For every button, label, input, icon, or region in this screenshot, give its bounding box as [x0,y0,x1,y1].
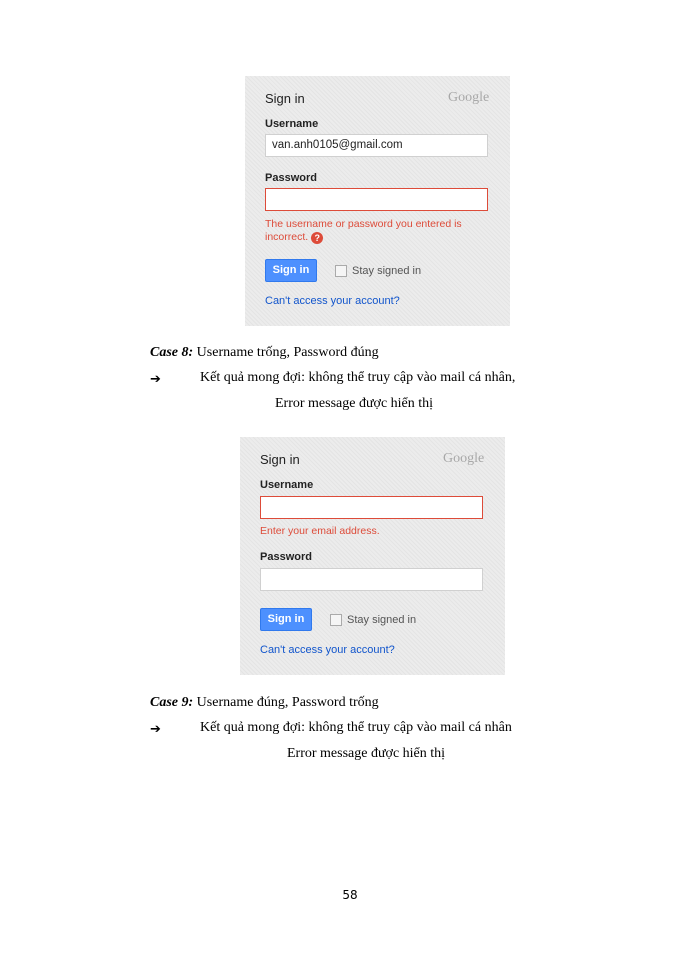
stay-signed-in-label: Stay signed in [352,265,422,277]
username-input[interactable]: van.anh0105@gmail.com [265,134,488,157]
username-label: Username [260,479,314,491]
signin-screenshot-wrong-password [245,76,510,326]
case-8-description: Username trống, Password đúng [193,345,379,360]
signin-button[interactable]: Sign in [260,608,312,631]
cant-access-account-link[interactable]: Can't access your account? [260,644,395,656]
stay-signed-in-checkbox[interactable] [330,614,342,626]
login-error-message [265,218,495,244]
username-error-message: Enter your email address. [260,525,380,537]
stay-signed-in-checkbox[interactable] [335,265,347,277]
password-input[interactable] [265,188,488,211]
password-label: Password [260,551,312,563]
signin-title: Sign in [260,452,300,467]
case-9-label: Case 9: [150,695,194,710]
case-8-expected-result: Kết quả mong đợi: không thể truy cập vào mail cá nhân, [200,370,516,385]
signin-button[interactable]: Sign in [265,259,317,282]
case-9-error-note: Error message được hiển thị [287,746,446,761]
case-9-expected-result: Kết quả mong đợi: không thể truy cập vào mail cá nhân [200,720,512,735]
password-label: Password [265,172,317,184]
case-8-error-note: Error message được hiển thị [275,396,434,411]
signin-title: Sign in [265,91,305,106]
google-logo: Google [448,90,490,105]
username-label: Username [265,118,319,130]
google-logo: Google [443,451,485,466]
username-input[interactable] [260,496,483,519]
error-line-2: incorrect. [265,231,309,243]
password-input[interactable] [260,568,483,591]
case-9-description: Username đúng, Password trống [193,695,379,710]
signin-screenshot-empty-username [240,437,505,675]
stay-signed-in-label: Stay signed in [347,614,417,626]
cant-access-account-link[interactable]: Can't access your account? [265,295,400,307]
error-help-icon[interactable]: ? [311,232,323,244]
arrow-icon: ➔ [150,722,161,737]
case-8-label: Case 8: [150,345,194,360]
page-number: 58 [342,888,358,902]
case-9-heading [150,695,379,711]
case-8-heading [150,345,379,361]
error-line-1: The username or password you entered is [265,218,462,230]
arrow-icon: ➔ [150,372,161,387]
